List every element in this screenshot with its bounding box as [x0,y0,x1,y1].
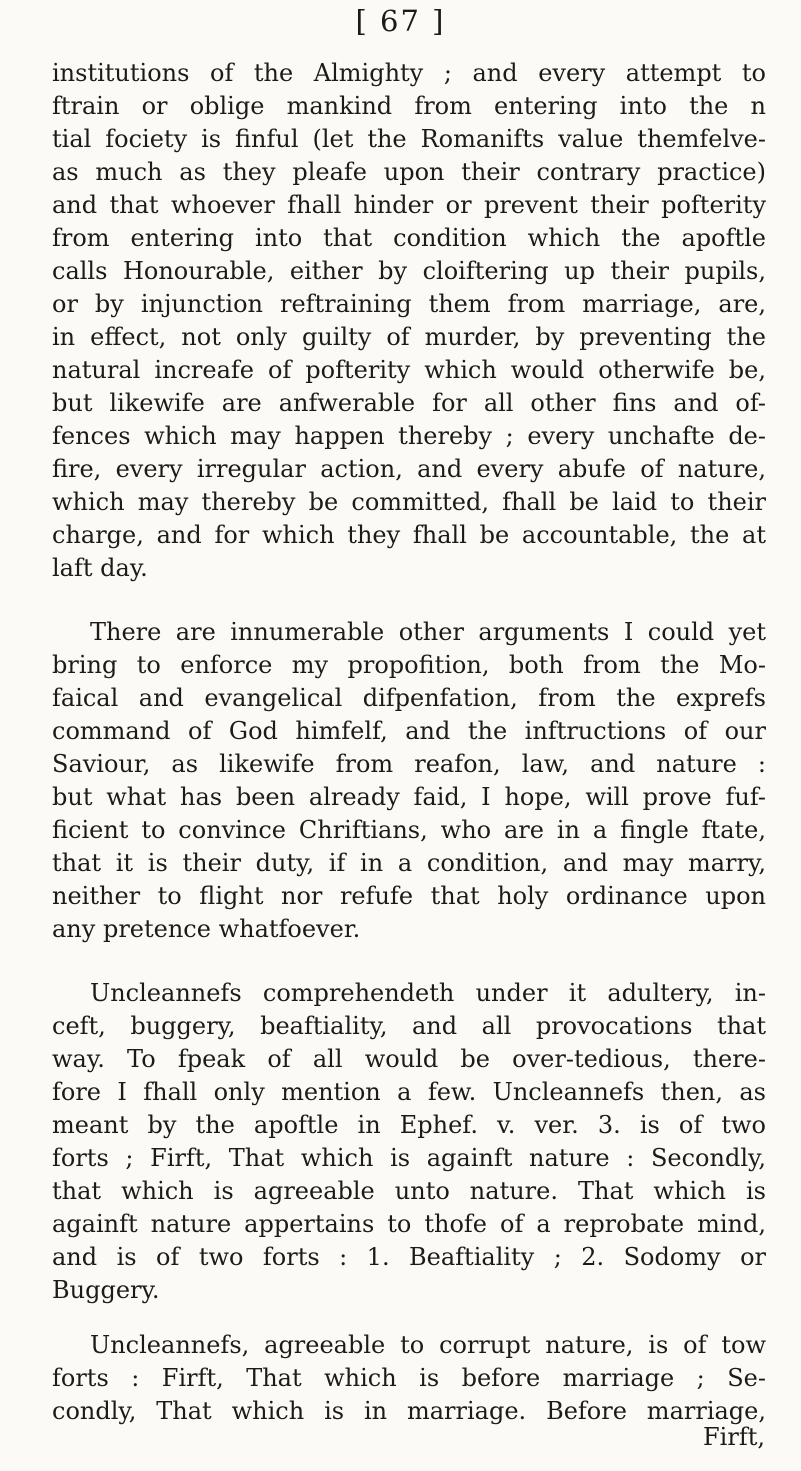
text-line: that which is agreeable unto nature. That which is [52,1177,766,1205]
text-line: fences which may happen thereby ; every unchafte de- [52,422,766,450]
text-line: as much as they pleafe upon their contrary practice) [52,158,766,186]
text-line: Saviour, as likewife from reafon, law, and nature : [52,750,766,778]
text-line: charge, and for which they fhall be accountable, the at [52,521,766,549]
text-line: condly, That which is in marriage. Before marriage, [52,1397,766,1425]
text-line: command of God himfelf, and the inftructions of our [52,717,766,745]
text-line: laft day. [52,554,148,582]
text-line: Buggery. [52,1276,160,1304]
text-line: or by injunction reftraining them from marriage, are, [52,290,766,318]
text-line: againft nature appertains to thofe of a reprobate mind, [52,1210,766,1238]
text-line: forts : Firft, That which is before marriage ; Se- [52,1364,766,1392]
text-line: but what has been already faid, I hope, will prove fuf- [52,783,766,811]
paragraph-first-line: Uncleannefs, agreeable to corrupt nature, is of tow [90,1331,766,1359]
paragraph-first-line: Uncleannefs comprehendeth under it adultery, in- [90,979,766,1007]
text-line: way. To fpeak of all would be over-tedious, there- [52,1045,766,1073]
text-line: forts ; Firft, That which is againft nature : Secondly, [52,1144,766,1172]
text-line: tial fociety is finful (let the Romanifts value themfelve- [52,125,766,153]
text-line: from entering into that condition which the apoftle [52,224,766,252]
text-line: ceft, buggery, beaftiality, and all provocations that [52,1012,766,1040]
text-line: faical and evangelical difpenfation, from the exprefs [52,684,766,712]
text-line: which may thereby be committed, fhall be laid to their [52,488,766,516]
paragraph-first-line: There are innumerable other arguments I could yet [90,618,766,646]
text-line: natural increafe of pofterity which would otherwife be, [52,356,766,384]
text-line: neither to flight nor refufe that holy ordinance upon [52,882,766,910]
text-line: fire, every irregular action, and every abufe of nature, [52,455,766,483]
text-line: ficient to convince Chriftians, who are in a fingle ftate, [52,816,766,844]
catchword: Firft, [703,1423,765,1451]
text-line: bring to enforce my propofition, both from the Mo- [52,651,766,679]
text-line: ftrain or oblige mankind from entering into the n [52,92,766,120]
text-line: and is of two forts : 1. Beaftiality ; 2. Sodomy or [52,1243,766,1271]
text-line: in effect, not only guilty of murder, by preventing the [52,323,766,351]
text-line: meant by the apoftle in Ephef. v. ver. 3. is of two [52,1111,766,1139]
text-line: that it is their duty, if in a condition, and may marry, [52,849,766,877]
text-line: any pretence whatfoever. [52,915,361,943]
text-line: calls Honourable, either by cloiftering up their pupils, [52,257,766,285]
text-line: fore I fhall only mention a few. Uncleannefs then, as [52,1078,766,1106]
page-number: [ 67 ] [355,4,446,38]
text-line: but likewife are anfwerable for all other fins and of- [52,389,766,417]
text-line: and that whoever fhall hinder or prevent their pofterity [52,191,766,219]
text-line: institutions of the Almighty ; and every attempt to [52,59,766,87]
